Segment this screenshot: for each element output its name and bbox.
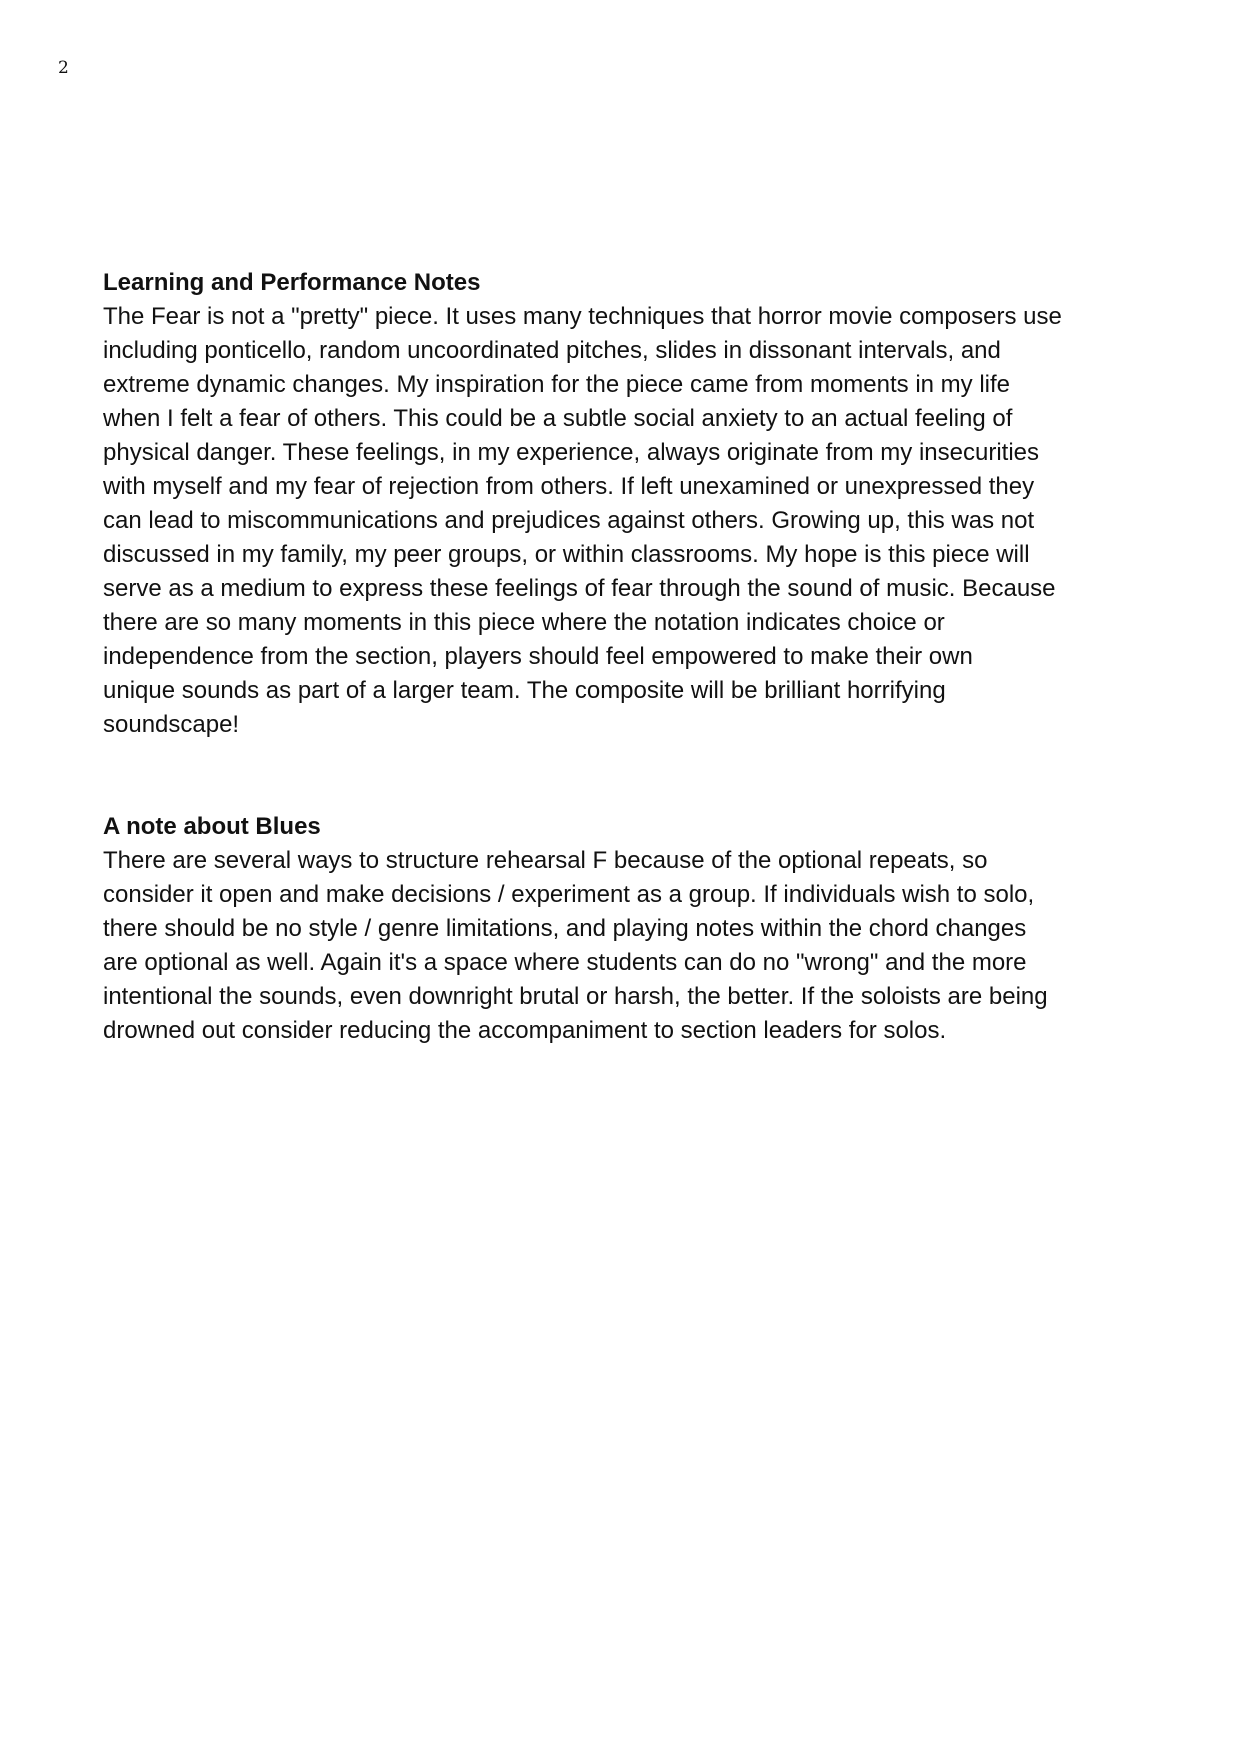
paragraph-line: discussed in my family, my peer groups, or within classrooms. My hope is this piece will [103, 541, 1030, 568]
paragraph-line: when I felt a fear of others. This could be a subtle social anxiety to an actual feeling of [103, 405, 1013, 432]
section-paragraph [103, 300, 1138, 742]
document-body [103, 266, 1138, 1048]
section-note-about-blues [103, 810, 1138, 1048]
paragraph-line: with myself and my fear of rejection from others. If left unexamined or unexpressed they [103, 473, 1035, 500]
paragraph-line: drowned out consider reducing the accompaniment to section leaders for solos. [103, 1017, 947, 1044]
section-learning-performance-notes [103, 266, 1138, 742]
page-number: 2 [58, 58, 69, 78]
paragraph-line: can lead to miscommunications and prejudices against others. Growing up, this was not [103, 507, 1035, 534]
paragraph-line: consider it open and make decisions / experiment as a group. If individuals wish to solo, [103, 881, 1035, 908]
paragraph-line: soundscape! [103, 711, 240, 738]
paragraph-line: The Fear is not a "pretty" piece. It uses many techniques that horror movie composers use [103, 303, 1062, 330]
section-heading: Learning and Performance Notes [103, 269, 481, 296]
section-paragraph [103, 844, 1138, 1048]
paragraph-line: extreme dynamic changes. My inspiration for the piece came from moments in my life [103, 371, 1011, 398]
paragraph-line: There are several ways to structure rehearsal F because of the optional repeats, so [103, 847, 988, 874]
paragraph-line: there are so many moments in this piece where the notation indicates choice or [103, 609, 945, 636]
paragraph-line: there should be no style / genre limitations, and playing notes within the chord changes [103, 915, 1027, 942]
paragraph-line: are optional as well. Again it's a space where students can do no "wrong" and the more [103, 949, 1027, 976]
paragraph-line: unique sounds as part of a larger team. The composite will be brilliant horrifying [103, 677, 946, 704]
paragraph-line: physical danger. These feelings, in my experience, always originate from my insecurities [103, 439, 1039, 466]
paragraph-line: independence from the section, players should feel empowered to make their own [103, 643, 973, 670]
paragraph-line: intentional the sounds, even downright brutal or harsh, the better. If the soloists are being [103, 983, 1048, 1010]
paragraph-line: including ponticello, random uncoordinated pitches, slides in dissonant intervals, and [103, 337, 1001, 364]
section-heading: A note about Blues [103, 813, 321, 840]
paragraph-line: serve as a medium to express these feelings of fear through the sound of music. Because [103, 575, 1056, 602]
